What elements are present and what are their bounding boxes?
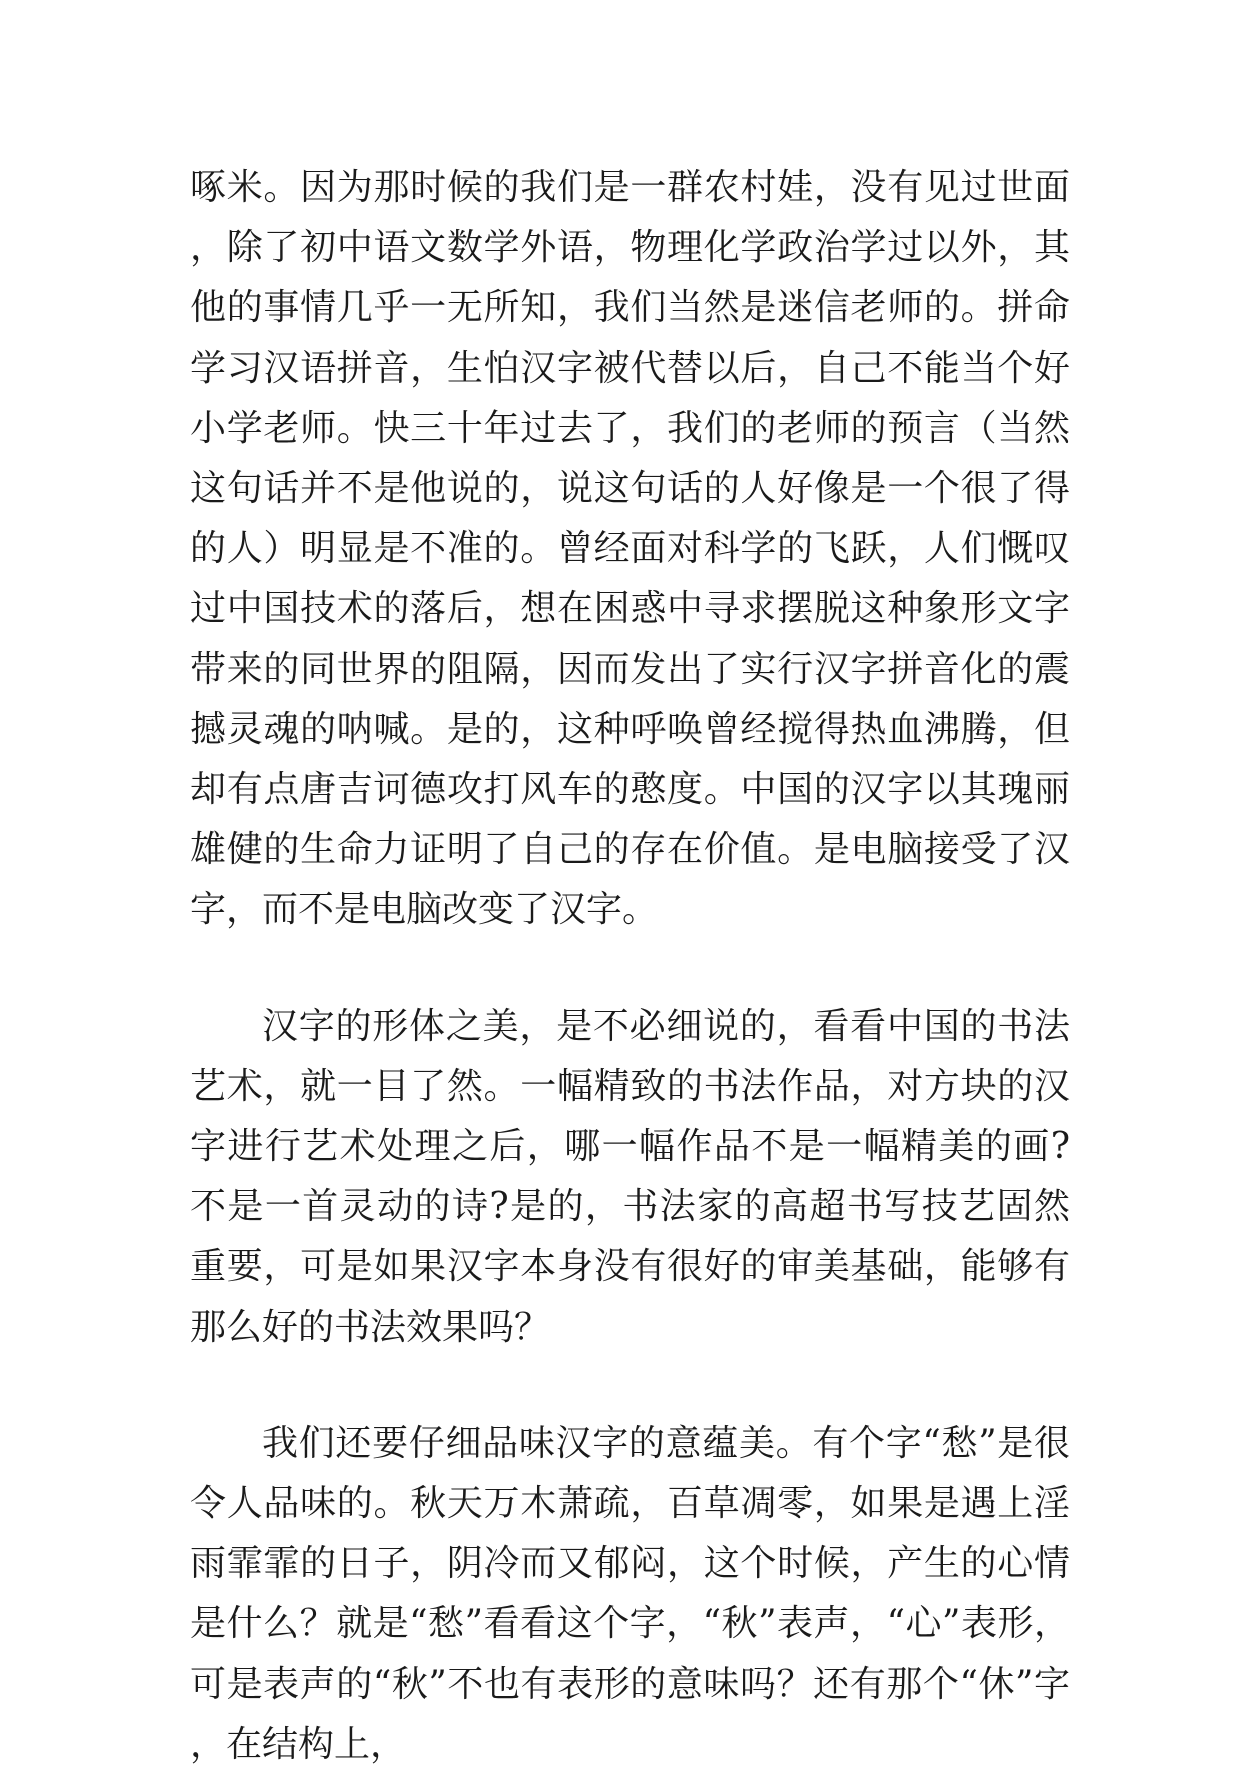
paragraph-spacer [190, 1358, 1070, 1414]
paragraph-calligraphy: 汉字的形体之美，是不必细说的，看看中国的书法艺术，就一目了然。一幅精致的书法作品，对方块的汉字进行艺术处理之后，哪一幅作品不是一幅精美的画?不是一首灵动的诗?是的，书法家的高超书写技艺固然重要，可是如果汉字本身没有很好的审美基础，能够有那么好的书法效果吗？ [190, 1005, 1070, 1348]
paragraph-spacer [190, 941, 1070, 997]
paragraph-meaning: 我们还要仔细品味汉字的意蕴美。有个字“愁”是很令人品味的。秋天万木萧疏，百草凋零，如果是遇上淫雨霏霏的日子，阴冷而又郁闷，这个时候，产生的心情是什么？就是“愁”看看这个字，“秋”表声，“心”表形，可是表声的“秋”不也有表形的意味吗？还有那个“休”字，在结构上， [190, 1422, 1070, 1765]
body-text [190, 158, 1070, 1775]
paragraph-continued: 啄米。因为那时候的我们是一群农村娃，没有见过世面，除了初中语文数学外语，物理化学政治学过以外，其他的事情几乎一无所知，我们当然是迷信老师的。拼命学习汉语拼音，生怕汉字被代替以后，自己不能当个好小学老师。快三十年过去了，我们的老师的预言（当然这句话并不是他说的，说这句话的人好像是一个很了得的人）明显是不准的。曾经面对科学的飞跃，人们慨叹过中国技术的落后，想在困惑中寻求摆脱这种象形文字带来的同世界的阻隔，因而发出了实行汉字拼音化的震撼灵魂的呐喊。是的，这种呼唤曾经搅得热血沸腾，但却有点唐吉诃德攻打风车的憨度。中国的汉字以其瑰丽雄健的生命力证明了自己的存在价值。是电脑接受了汉字，而不是电脑改变了汉字。 [190, 167, 1070, 931]
